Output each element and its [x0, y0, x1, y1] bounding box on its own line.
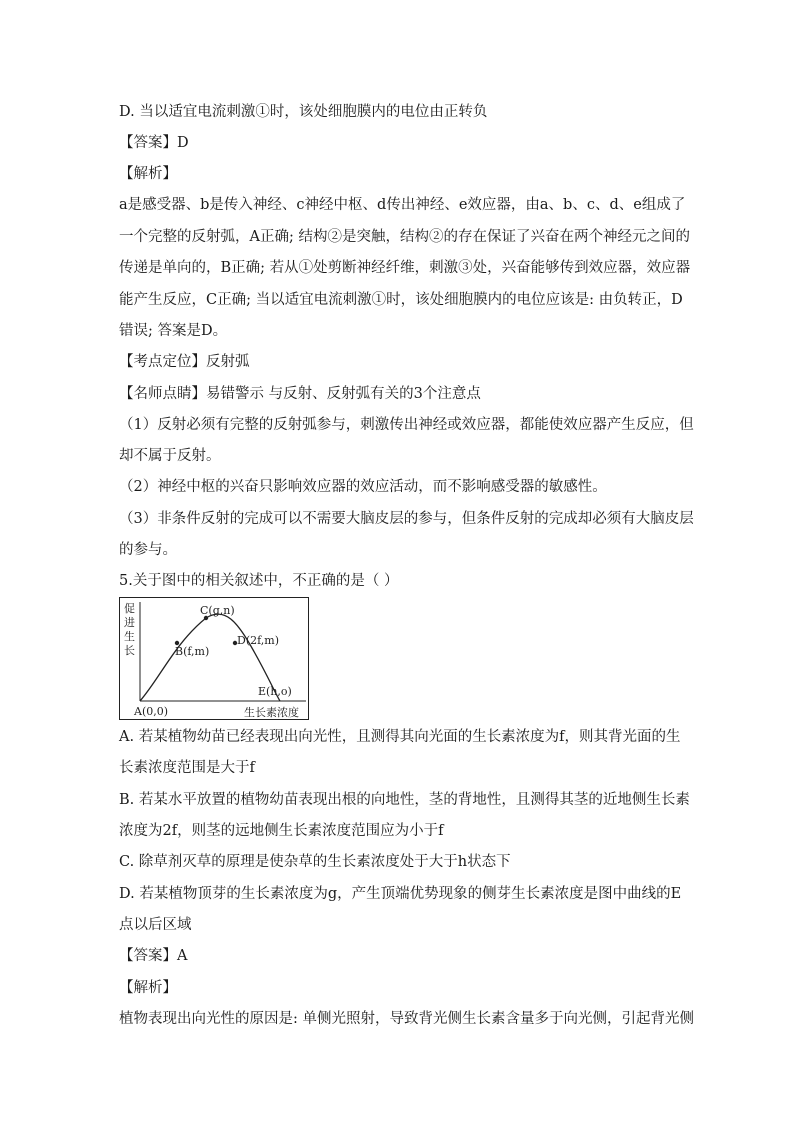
y-axis-label-char: 生: [124, 630, 135, 643]
y-axis-label-char: 促: [124, 602, 135, 615]
answer-label: 【答案】D: [119, 135, 189, 151]
note-line: （2）神经中枢的兴奋只影响效应器的效应活动，而不影响感受器的敏感性。: [119, 479, 607, 495]
x-axis-label: 生长素浓度: [244, 706, 299, 719]
analysis-line: 错误; 答案是D。: [119, 323, 228, 339]
option-d-line: D. 若某植物顶芽的生长素浓度为g，产生顶端优势现象的侧芽生长素浓度是图中曲线的E: [119, 886, 682, 902]
note-line: （1）反射必须有完整的反射弧参与，刺激传出神经或效应器，都能使效应器产生反应，但: [119, 417, 694, 433]
option-a-line: 长素浓度范围是大于f: [119, 760, 255, 776]
point-e-label: E(h,o): [258, 685, 292, 698]
note-line: 的参与。: [119, 542, 177, 558]
analysis-line: 一个完整的反射弧，A正确; 结构②是突触，结构②的存在保证了兴奋在两个神经元之间的: [119, 229, 690, 245]
note-line: 却不属于反射。: [119, 448, 221, 464]
option-d-line: 点以后区域: [119, 917, 192, 933]
point-a-label: A(0,0): [134, 705, 169, 718]
y-axis-label-char: 长: [124, 644, 135, 657]
answer-label: 【答案】A: [119, 948, 188, 964]
question-5-stem: 5.关于图中的相关叙述中，不正确的是（ ）: [119, 573, 399, 589]
option-a-line: A. 若某植物幼苗已经表现出向光性，且测得其向光面的生长素浓度为f，则其背光面的生: [119, 729, 681, 745]
analysis-label: 【解析】: [119, 166, 177, 182]
analysis-line: 植物表现出向光性的原因是: 单侧光照射，导致背光侧生长素含量多于向光侧，引起背光侧: [119, 1011, 694, 1027]
option-b-line: B. 若某水平放置的植物幼苗表现出根的向地性，茎的背地性，且测得其茎的近地侧生长素: [119, 792, 690, 808]
option-d-text: D. 当以适宜电流刺激①时，该处细胞膜内的电位由正转负: [119, 104, 488, 120]
teacher-tip-line: 【名师点睛】易错警示 与反射、反射弧有关的3个注意点: [119, 386, 481, 402]
analysis-label: 【解析】: [119, 980, 177, 996]
point-d-label: D(2f,m): [237, 634, 280, 647]
point-b-label: B(f,m): [175, 645, 210, 658]
analysis-line: a是感受器、b是传入神经、c神经中枢、d传出神经、e效应器，由a、b、c、d、e组成了: [119, 197, 686, 213]
auxin-curve-figure: [119, 597, 309, 720]
analysis-line: 能产生反应，C正确; 当以适宜电流刺激①时，该处细胞膜内的电位应该是: 由负转正，D: [119, 292, 683, 308]
note-line: （3）非条件反射的完成可以不需要大脑皮层的参与，但条件反射的完成却必须有大脑皮层: [119, 511, 694, 527]
analysis-line: 传递是单向的，B正确; 若从①处剪断神经纤维，刺激③处，兴奋能够传到效应器，效应器: [119, 260, 691, 276]
key-point-line: 【考点定位】反射弧: [119, 354, 250, 370]
y-axis-label-char: 进: [124, 616, 135, 629]
curve-svg: [120, 598, 310, 721]
point-c-label: C(g,n): [200, 604, 235, 617]
option-b-line: 浓度为2f，则茎的远地侧生长素浓度范围应为小于f: [119, 823, 444, 839]
option-c-line: C. 除草剂灭草的原理是使杂草的生长素浓度处于大于h状态下: [119, 854, 511, 870]
